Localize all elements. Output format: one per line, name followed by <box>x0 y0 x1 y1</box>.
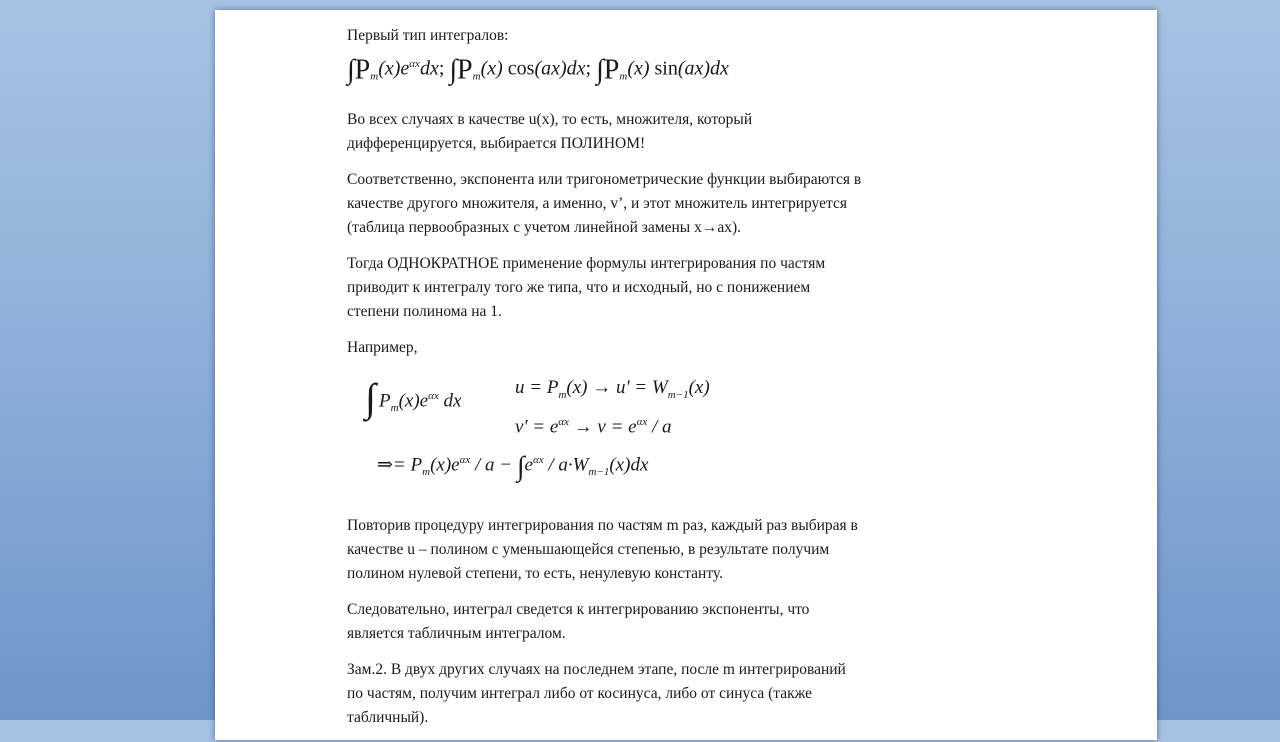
paragraph-polynomial <box>347 108 947 156</box>
math-function: sin <box>654 57 678 80</box>
paragraph-integral-types <box>347 24 947 48</box>
math-sup: αx <box>459 454 471 466</box>
text-line: Зам.2. В двух других случаях на последнем этапе, после m интегрирований <box>347 661 846 678</box>
integral-symbol: ∫P <box>347 54 371 86</box>
math-text: (x) <box>627 57 655 80</box>
math-text: / a <box>647 416 672 438</box>
text-line: полином нулевой степени, то есть, ненулевую константу. <box>347 565 723 582</box>
math-function: cos <box>507 57 535 80</box>
math-text: dx <box>419 57 439 80</box>
math-text: (x) <box>480 57 508 80</box>
math-text: (ax)dx <box>677 57 729 80</box>
math-sub: m <box>558 388 567 401</box>
paragraph-conclusion <box>347 598 947 646</box>
math-text: P <box>379 390 391 412</box>
integral-symbol: ∫P <box>596 54 620 86</box>
math-sub: m <box>619 70 628 83</box>
math-sub: m <box>422 466 431 479</box>
math-text: (x)e <box>430 454 460 476</box>
math-text: / a·W <box>543 454 589 476</box>
math-sub: m <box>390 402 399 415</box>
paragraph-exponent <box>347 168 947 240</box>
text-line: табличный). <box>347 709 429 726</box>
math-text: (x)dx <box>609 454 649 476</box>
formula-integral-types <box>347 52 947 100</box>
text-line: Во всех случаях в качестве u(x), то есть, множителя, который <box>347 111 753 128</box>
math-text: (x) → u' = W <box>566 377 668 398</box>
text-line: приводит к интегралу того же типа, что и исходный, но с понижением <box>347 279 811 296</box>
integral-symbol: ∫P <box>449 54 473 86</box>
document-content <box>347 24 947 742</box>
math-text: dx <box>438 390 462 412</box>
text-line: качестве u – полином с уменьшающейся степенью, в результате получим <box>347 541 830 558</box>
paragraph-repeat <box>347 514 947 586</box>
math-text: (x)e <box>378 57 410 80</box>
example-integrand <box>379 384 461 420</box>
math-text: ⇒= P <box>377 454 423 476</box>
text-line: Повторив процедуру интегрирования по частям m раз, каждый раз выбирая в <box>347 517 858 534</box>
text-line: Тогда ОДНОКРАТНОЕ применение формулы интегрирования по частям <box>347 255 826 272</box>
math-sup: αx <box>558 416 569 428</box>
text-line: качестве другого множителя, а именно, v’, и этот множитель интегрируется <box>347 195 847 212</box>
math-text: v' = e <box>515 416 559 438</box>
big-integral-symbol: ∫ <box>365 375 376 420</box>
math-text: u = P <box>515 377 559 398</box>
text-line: (таблица первообразных с учетом линейной замены x→ax). <box>347 219 741 236</box>
math-text: / a − <box>470 454 517 476</box>
math-sub: m <box>472 70 481 83</box>
example-u-row <box>515 376 710 407</box>
math-sup: αx <box>532 454 544 466</box>
paragraph-note-2 <box>347 658 947 730</box>
math-text: (x)e <box>398 390 429 412</box>
math-text: → v = e <box>568 416 637 438</box>
text-line: является табличным интегралом. <box>347 625 566 642</box>
example-result-row <box>377 448 648 484</box>
math-text: e <box>524 454 533 476</box>
math-sup: αx <box>428 390 439 402</box>
text-line: степени полинома на 1. <box>347 303 502 320</box>
math-text: (ax)dx <box>534 57 586 80</box>
example-v-row <box>515 410 672 439</box>
paragraph-one-time <box>347 252 947 324</box>
math-sup: αx <box>636 416 648 428</box>
paragraph-example-label <box>347 336 947 360</box>
integral-symbol: ∫ <box>516 451 525 483</box>
text-line: Следовательно, интеграл сведется к интегрированию экспоненты, что <box>347 601 810 618</box>
text-line: дифференцируется, выбирается ПОЛИНОМ! <box>347 135 646 152</box>
formula-example <box>347 372 947 502</box>
math-text: (x) <box>688 377 710 398</box>
text-line: Первый тип интегралов: <box>347 27 509 44</box>
text-line: по частям, получим интеграл либо от косинуса, либо от синуса (также <box>347 685 813 702</box>
text-line: Например, <box>347 339 418 356</box>
document-page <box>215 10 1157 740</box>
math-separator: ; <box>438 57 450 80</box>
math-sub: m−1 <box>588 466 610 479</box>
math-sup: αx <box>409 58 420 70</box>
math-separator: ; <box>585 57 597 80</box>
math-sub: m−1 <box>667 388 689 401</box>
text-line: Соответственно, экспонента или тригонометрические функции выбираются в <box>347 171 862 188</box>
math-sub: m <box>370 70 379 83</box>
